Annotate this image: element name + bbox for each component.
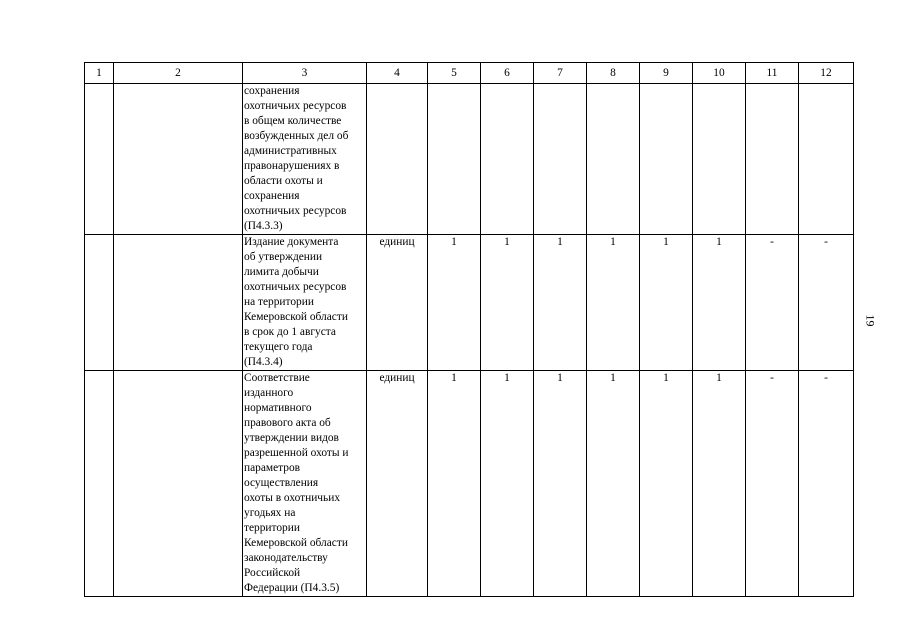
value-cell: 1 [481,235,534,371]
column-number: 1 [85,63,114,84]
column-number: 12 [799,63,854,84]
value-cell: 1 [640,371,693,597]
column-number: 4 [367,63,428,84]
row-name-cell [114,371,243,597]
unit-cell [367,84,428,235]
column-number: 11 [746,63,799,84]
row-name-cell [114,235,243,371]
page-number: 19 [863,314,878,327]
value-cell: 1 [693,371,746,597]
value-cell [534,84,587,235]
row-name-cell [114,84,243,235]
row-number-cell [85,84,114,235]
table-row [85,235,854,371]
value-cell: - [746,371,799,597]
value-cell: 1 [428,371,481,597]
indicator-description: Издание документа об утверждении лимита добычи охотничьих ресурсов на территории Кемеровской области в срок до 1 августа текущего года (П4.3.4) [243,235,367,371]
value-cell: 1 [534,371,587,597]
column-number: 5 [428,63,481,84]
value-cell [428,84,481,235]
value-cell: 1 [587,235,640,371]
column-number: 8 [587,63,640,84]
value-cell: 1 [640,235,693,371]
column-number: 10 [693,63,746,84]
value-cell: - [746,235,799,371]
table-row [85,371,854,597]
table-body [85,63,854,597]
value-cell: 1 [534,235,587,371]
unit-cell: единиц [367,371,428,597]
column-number: 6 [481,63,534,84]
value-cell: 1 [428,235,481,371]
value-cell [481,84,534,235]
value-cell [587,84,640,235]
column-number: 3 [243,63,367,84]
value-cell: 1 [693,235,746,371]
value-cell: 1 [587,371,640,597]
unit-cell: единиц [367,235,428,371]
column-number: 7 [534,63,587,84]
column-number: 9 [640,63,693,84]
indicator-description: сохранения охотничьих ресурсов в общем количестве возбужденных дел об административных правонарушениях в области охоты и сохранения охотничьих ресурсов (П4.3.3) [243,84,367,235]
value-cell [693,84,746,235]
value-cell: - [799,371,854,597]
value-cell: 1 [481,371,534,597]
value-cell [746,84,799,235]
value-cell: - [799,235,854,371]
value-cell [799,84,854,235]
column-number-row [85,63,854,84]
table-row [85,84,854,235]
value-cell [640,84,693,235]
row-number-cell [85,371,114,597]
column-number: 2 [114,63,243,84]
indicator-description: Соответствие изданного нормативного правового акта об утверждении видов разрешенной охоты и параметров осуществления охоты в охотничьих угодьях на территории Кемеровской области законодательству Российской Федерации (П4.3.5) [243,371,367,597]
indicators-table [84,62,854,597]
row-number-cell [85,235,114,371]
